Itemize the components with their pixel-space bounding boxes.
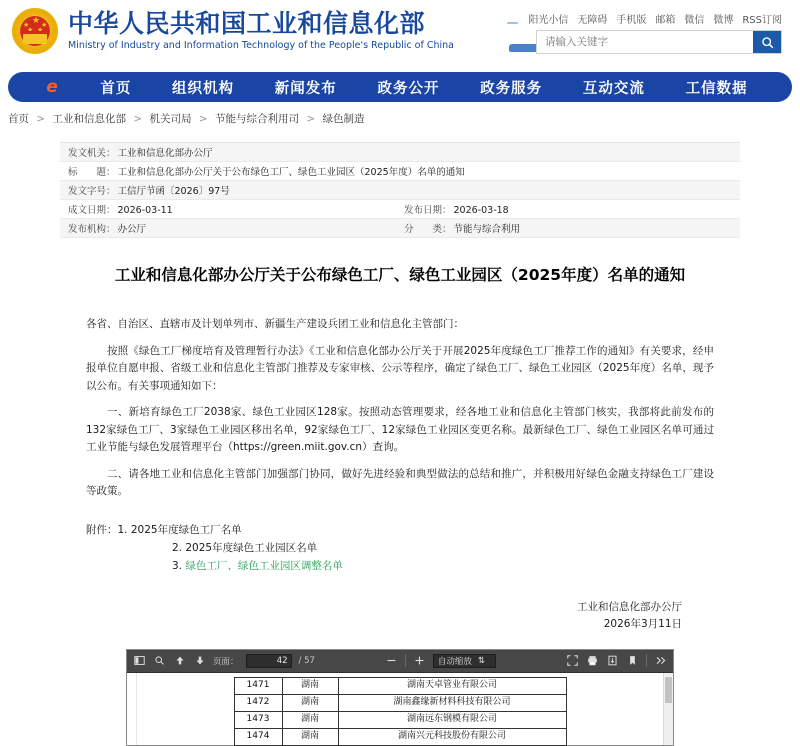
- search-input[interactable]: [537, 31, 753, 53]
- meta-value-subject: 工业和信息化部办公厅关于公布绿色工厂、绿色工业园区（2025年度）名单的通知: [117, 167, 465, 178]
- nav-item-interaction[interactable]: 互动交流: [582, 80, 645, 97]
- nav-item-data[interactable]: 工信数据: [685, 80, 748, 97]
- main-nav-wrap: [0, 72, 800, 102]
- top-link-rss[interactable]: RSS订阅: [742, 15, 782, 26]
- breadcrumb-separator: >: [306, 113, 316, 125]
- cell-index: 1473: [234, 711, 282, 728]
- pdf-page-total: / 57: [298, 655, 315, 666]
- meta-value-pubdate: 2026-03-18: [453, 205, 509, 216]
- fullscreen-icon[interactable]: [566, 653, 579, 668]
- print-icon[interactable]: [586, 653, 599, 668]
- attachment-num-1: 1.: [117, 523, 128, 536]
- top-link-mobile[interactable]: 手机版: [616, 15, 647, 26]
- attachment-row-2: [86, 539, 714, 557]
- attachment-label: 附件：: [86, 523, 118, 536]
- attachment-row-1: [86, 521, 714, 539]
- more-tools-icon[interactable]: [654, 653, 667, 668]
- meta-value-puborg: 办公厅: [117, 224, 147, 235]
- cell-index: 1471: [234, 677, 282, 694]
- attachment-list: [60, 521, 740, 575]
- zoom-out-button[interactable]: [385, 653, 398, 668]
- pdf-search-icon[interactable]: [153, 653, 166, 668]
- meta-value-issuer: 工业和信息化部办公厅: [117, 148, 213, 159]
- attachment-text-1: 2025年度绿色工厂名单: [130, 523, 242, 536]
- scrollbar-thumb[interactable]: [665, 677, 672, 703]
- cell-province: 湖南: [282, 728, 338, 745]
- meta-label-docnum: 发文字号：: [68, 186, 116, 197]
- download-icon[interactable]: [606, 653, 619, 668]
- breadcrumb-separator: >: [36, 113, 46, 125]
- cell-company: 湖南兴元科技股份有限公司: [338, 728, 566, 745]
- zoom-level-value: 自动缩放: [437, 656, 472, 667]
- site-title-cn: 中华人民共和国工业和信息化部: [68, 9, 426, 38]
- meta-label-subject: 标 题：: [68, 167, 116, 178]
- pdf-viewer: [126, 649, 674, 746]
- nav-item-organization[interactable]: 组织机构: [172, 80, 235, 97]
- nav-item-services[interactable]: 政务服务: [480, 80, 543, 97]
- attachment-num-3: 3.: [172, 559, 183, 572]
- search-box: [536, 30, 782, 54]
- article: [60, 264, 740, 633]
- meta-label-writedate: 成文日期：: [68, 205, 116, 216]
- meta-label-puborg: 发布机构：: [68, 224, 116, 235]
- pdf-content-table: [234, 677, 567, 746]
- attachment-text-2: 2025年度绿色工业园区名单: [185, 541, 318, 554]
- pdf-page-canvas: [127, 672, 673, 745]
- meta-row-issuer: [60, 143, 740, 162]
- cell-company: 湖南天卓管业有限公司: [338, 677, 566, 694]
- site-title-en: Ministry of Industry and Information Technology of the People's Republic of China: [68, 40, 454, 51]
- meta-label-category: 分 类：: [404, 224, 452, 235]
- signature-block: [60, 599, 740, 633]
- meta-row-docnum: [60, 181, 740, 200]
- nav-item-home[interactable]: 首页: [100, 80, 132, 97]
- meta-row-org-category: [60, 219, 740, 238]
- cell-province: 湖南: [282, 711, 338, 728]
- cell-company: 湖南远东钢模有限公司: [338, 711, 566, 728]
- top-link-accessibility[interactable]: 无障碍: [577, 15, 608, 26]
- article-paragraph-two: 二、请各地工业和信息化主管部门加强部门协同，做好先进经验和典型做法的总结和推广，并积极用好绿色金融支持绿色工厂建设等政策。: [86, 467, 714, 497]
- national-emblem-icon: ★ ★ ★: [12, 8, 58, 54]
- table-row: [234, 728, 566, 745]
- article-salutation: 各省、自治区、直辖市及计划单列市、新疆生产建设兵团工业和信息化主管部门：: [86, 318, 464, 330]
- sidebar-toggle-icon[interactable]: [133, 653, 146, 668]
- top-utility-links: [507, 11, 782, 26]
- pdf-page-input[interactable]: [246, 654, 292, 668]
- cell-province: 湖南: [282, 677, 338, 694]
- chevron-down-icon: ⇅: [477, 655, 486, 666]
- miit-e-logo-icon: e: [46, 77, 58, 97]
- breadcrumb-item-3[interactable]: 节能与综合利用司: [215, 113, 299, 125]
- article-paragraph-one: 一、新培育绿色工厂2038家、绿色工业园区128家。按照动态管理要求，经各地工业和信息化主管部门核实，我部将此前发布的132家绿色工厂、3家绿色工业园区移出名单，92家绿色工厂、12家绿色工业园区变更名称。最新绿色工厂、绿色工业园区名单可通过工业节能与绿色发展管理平台（https://green.miit.gov.cn）查询。: [86, 406, 714, 453]
- meta-label-pubdate: 发布日期：: [404, 205, 452, 216]
- breadcrumb-item-1[interactable]: 工业和信息化部: [52, 113, 126, 125]
- attachment-num-2: 2.: [172, 541, 183, 554]
- breadcrumb: [0, 102, 800, 134]
- attachment-row-3: [86, 557, 714, 575]
- table-row: [234, 694, 566, 711]
- meta-value-writedate: 2026-03-11: [117, 205, 173, 216]
- meta-row-subject: [60, 162, 740, 181]
- pdf-toolbar: [127, 650, 673, 672]
- document-meta-table: [60, 142, 740, 238]
- breadcrumb-separator: >: [133, 113, 143, 125]
- attachment-link-3[interactable]: 绿色工厂、绿色工业园区调整名单: [185, 559, 343, 572]
- meta-row-dates: [60, 200, 740, 219]
- top-link-yangguangxiaoxin[interactable]: 阳光小信: [528, 15, 569, 26]
- table-row: [234, 711, 566, 728]
- bookmark-icon[interactable]: [626, 653, 639, 668]
- cell-index: 1472: [234, 694, 282, 711]
- breadcrumb-separator: >: [198, 113, 208, 125]
- pdf-page-left-margin: [127, 673, 137, 745]
- nav-item-government-affairs[interactable]: 政务公开: [377, 80, 440, 97]
- top-link-email[interactable]: 邮箱: [655, 15, 676, 26]
- article-paragraph-intro: 按照《绿色工厂梯度培育及管理暂行办法》《工业和信息化部办公厅关于开展2025年度绿色工厂推荐工作的通知》有关要求，经申报单位自愿申报、省级工业和信息化主管部门推荐及专家审核、公示等程序，确定了绿色工厂、绿色工业园区（2025年度）名单，现予以公布。有关事项通知如下：: [86, 344, 714, 392]
- meta-value-docnum: 工信厅节函〔2026〕97号: [117, 186, 230, 197]
- signature-date: 2026年3月11日: [603, 617, 682, 630]
- pdf-vertical-scrollbar[interactable]: [663, 673, 673, 745]
- cell-province: 湖南: [282, 694, 338, 711]
- top-link-wechat[interactable]: 微信: [684, 15, 705, 26]
- table-row: [234, 677, 566, 694]
- zoom-in-button[interactable]: [413, 653, 426, 668]
- article-body: [60, 316, 740, 501]
- cell-company: 湖南鑫缘新材料科技有限公司: [338, 694, 566, 711]
- meta-value-category: 节能与综合利用: [453, 224, 521, 235]
- page-next-icon[interactable]: [193, 653, 206, 668]
- zoom-level-select[interactable]: [433, 654, 496, 668]
- search-icon: [761, 36, 774, 49]
- search-button[interactable]: [753, 31, 781, 53]
- breadcrumb-item-2[interactable]: 机关司局: [149, 113, 192, 125]
- pdf-page-label: 页面：: [213, 656, 239, 667]
- top-link-weibo[interactable]: 微博: [713, 15, 734, 26]
- signature-org: 工业和信息化部办公厅: [577, 600, 682, 613]
- sunshine-icon: [507, 13, 518, 24]
- site-brand[interactable]: [0, 0, 454, 54]
- breadcrumb-item-4[interactable]: 绿色制造: [322, 113, 365, 125]
- page-previous-icon[interactable]: [173, 653, 186, 668]
- page-title: 工业和信息化部办公厅关于公布绿色工厂、绿色工业园区（2025年度）名单的通知: [114, 266, 686, 284]
- meta-label-issuer: 发文机关：: [68, 148, 116, 159]
- nav-item-news[interactable]: 新闻发布: [274, 80, 337, 97]
- cell-index: 1474: [234, 728, 282, 745]
- site-header: [0, 0, 800, 72]
- breadcrumb-item-0[interactable]: 首页: [8, 113, 29, 125]
- main-nav: [8, 72, 792, 102]
